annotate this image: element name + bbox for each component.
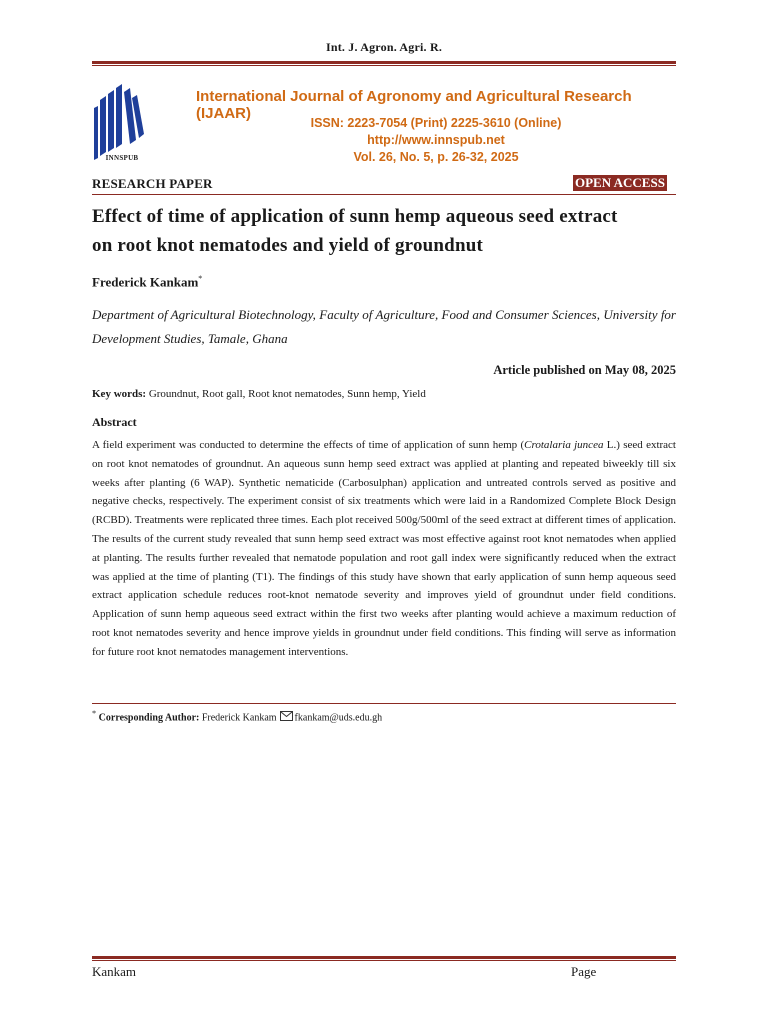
corresponding-email[interactable]: fkankam@uds.edu.gh	[294, 712, 383, 724]
corresponding-name: Frederick Kankam	[201, 712, 277, 724]
journal-title: International Journal of Agronomy and Agricultural Research (IJAAR)	[196, 88, 632, 122]
footer-page: Page	[571, 964, 597, 979]
abstract-rule	[92, 703, 676, 704]
article-title	[92, 202, 682, 260]
abstract-text	[92, 436, 676, 662]
author-mark: *	[198, 274, 203, 283]
keywords-label: Key words:	[92, 388, 147, 400]
corresponding-mark: *	[92, 709, 97, 718]
publication-date: Article published on May 08, 2025	[493, 363, 676, 377]
section-rule	[92, 194, 676, 195]
author-name: Frederick Kankam	[92, 274, 199, 290]
corresponding-label: Corresponding Author:	[98, 712, 200, 724]
envelope-icon	[280, 711, 293, 721]
abstract-part-1: A field experiment was conducted to determine the effects of time of application of sunn hemp (	[92, 439, 525, 451]
corresponding-author	[92, 709, 382, 723]
affiliation: Department of Agricultural Biotechnology, Faculty of Agriculture, Food and Consumer Sciences, University for Development Studies, Tamale, Ghana	[92, 307, 676, 346]
header-rule	[92, 61, 676, 66]
journal-url[interactable]: http://www.innspub.net	[367, 133, 505, 147]
keywords	[92, 388, 426, 400]
logo-text: INNSPUB	[105, 154, 139, 162]
journal-issn: ISSN: 2223-7054 (Print) 2225-3610 (Online)	[310, 116, 562, 130]
open-access-badge: OPEN ACCESS	[575, 175, 665, 190]
keywords-list: Groundnut, Root gall, Root knot nematodes, Sunn hemp, Yield	[148, 388, 426, 400]
abstract-part-2: L.) seed extract on root knot nematodes of groundnut. An aqueous sunn hemp seed extract was applied at planting and repeated biweekly till six weeks after planting (6 WAP). Synthetic nematicide (Carbosulphan) application and untreated controls served as positive and negative checks, respectively. The experiment consist of six treatments which were laid in a Randomized Complete Block Design (RCBD). Treatments were replicated three times. Each plot received 500g/500ml of the seed extract at different times of application. The results of the current study revealed that sunn hemp seed extract was most effective against root knot nematodes when applied at planting. The results further revealed that nematode population and root gall index were significantly reduced when the extract was applied at the time of planting (T1). The findings of this study have shown that early application of sunn hemp aqueous seed extract application schedule reduces root-knot nematode severity and improves yield of groundnut under field conditions. Application of sunn hemp aqueous seed extract within the first two weeks after planting would achieve a maximum reduction of root knot nematodes severity and hence improve yields in groundnut under field conditions. This finding will serve as information for future root knot nematodes management interventions.	[92, 439, 676, 658]
paper-type: RESEARCH PAPER	[92, 176, 213, 191]
footer-rule	[92, 956, 676, 961]
author	[92, 274, 202, 290]
title-line-2: on root knot nematodes and yield of groundnut	[92, 235, 484, 256]
journal-volume: Vol. 26, No. 5, p. 26-32, 2025	[353, 150, 519, 164]
title-line-1: Effect of time of application of sunn hemp aqueous seed extract	[92, 206, 618, 227]
footer-author: Kankam	[92, 964, 137, 979]
abstract-heading: Abstract	[92, 415, 137, 429]
running-header: Int. J. Agron. Agri. R.	[325, 40, 443, 54]
abstract-species: Crotalaria juncea	[524, 439, 604, 451]
innspub-logo-icon	[92, 82, 150, 162]
